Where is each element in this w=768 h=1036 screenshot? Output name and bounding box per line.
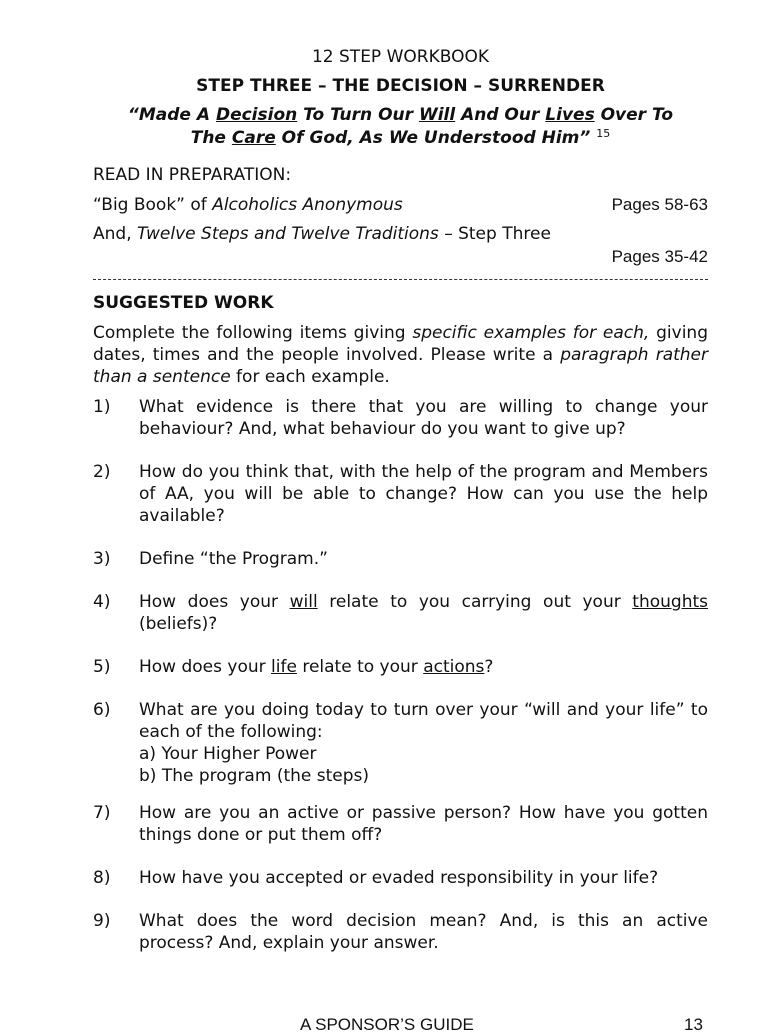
quote-underlined-word: Lives xyxy=(545,105,595,125)
question-item xyxy=(93,867,708,889)
question-text-part: relate to your xyxy=(296,657,424,677)
instructions-text: for each example. xyxy=(230,367,390,387)
question-item xyxy=(93,461,708,527)
quote-text: To Turn Our xyxy=(297,105,419,125)
page-number: 13 xyxy=(684,1015,703,1034)
workbook-title: 12 STEP WORKBOOK xyxy=(311,47,490,67)
reading-prefix: “Big Book” of xyxy=(93,195,213,215)
question-item xyxy=(93,548,708,570)
reading-suffix: – Step Three xyxy=(438,224,551,244)
quote-text: The xyxy=(190,128,232,148)
instructions-emphasis: paragraph rather than a sentence xyxy=(93,345,708,387)
quote-text: Of God, As We Understood Him” xyxy=(275,128,591,148)
workbook-page xyxy=(93,46,708,954)
question-text: What does the word decision mean? And, is this an active process? And, explain your answer. xyxy=(139,911,708,953)
footnote-reference: 15 xyxy=(596,127,611,140)
reading-label: READ IN PREPARATION: xyxy=(93,165,292,185)
question-text-part: How does your xyxy=(139,592,290,612)
suggested-work-heading: SUGGESTED WORK xyxy=(93,293,274,313)
question-underlined-word: actions xyxy=(423,657,485,677)
reading-prefix: And, xyxy=(93,224,138,244)
reading-item-big-book xyxy=(93,194,708,216)
quote-text: And Our xyxy=(455,105,546,125)
question-underlined-word: life xyxy=(271,657,297,677)
question-number: 5) xyxy=(93,657,111,677)
question-number: 6) xyxy=(93,700,111,720)
question-item xyxy=(93,699,708,787)
question-number: 9) xyxy=(93,911,111,931)
instructions-paragraph xyxy=(93,322,708,388)
reading-item-twelve-and-twelve xyxy=(93,223,708,245)
step-quote xyxy=(93,104,708,150)
instructions-text: giving dates, times and the people involved. Please write a xyxy=(93,323,708,365)
reading-title xyxy=(93,194,403,216)
instructions-emphasis: specific examples for each, xyxy=(412,323,650,343)
question-number: 4) xyxy=(93,592,111,612)
question-item xyxy=(93,656,708,678)
book-title: Twelve Steps and Twelve Traditions xyxy=(137,224,439,244)
quote-text: Over To xyxy=(594,105,674,125)
sub-item: a) Your Higher Power xyxy=(139,744,317,764)
quote-underlined-word: Will xyxy=(418,105,456,125)
question-text: How have you accepted or evaded responsibility in your life? xyxy=(139,868,659,888)
reading-pages: Pages 58-63 xyxy=(611,195,708,214)
reading-title xyxy=(93,223,551,245)
footer-guide-title: A SPONSOR’S GUIDE xyxy=(300,1015,474,1034)
reading-pages: Pages 35-42 xyxy=(611,247,708,266)
question-list xyxy=(93,396,708,954)
question-text-part: ? xyxy=(484,657,494,677)
instructions-text: Complete the following items giving xyxy=(93,323,413,343)
question-text: Define “the Program.” xyxy=(139,549,328,569)
step-title: STEP THREE – THE DECISION – SURRENDER xyxy=(196,76,605,96)
question-underlined-word: will xyxy=(289,592,318,612)
question-text-part: How does your xyxy=(139,657,272,677)
quote-underlined-word: Care xyxy=(231,128,276,148)
question-underlined-word: thoughts xyxy=(632,592,708,612)
page-footer xyxy=(300,1014,720,1036)
question-item xyxy=(93,910,708,954)
sub-item: b) The program (the steps) xyxy=(139,766,370,786)
question-text: How are you an active or passive person? How have you gotten things done or put them off? xyxy=(139,803,708,845)
question-text xyxy=(139,699,708,787)
question-item xyxy=(93,802,708,846)
question-item xyxy=(93,396,708,440)
quote-text: “Made A xyxy=(127,105,216,125)
question-number: 7) xyxy=(93,803,111,823)
question-number: 1) xyxy=(93,397,111,417)
question-text xyxy=(139,656,708,678)
question-number: 3) xyxy=(93,549,111,569)
quote-underlined-word: Decision xyxy=(215,105,298,125)
question-item xyxy=(93,591,708,635)
question-text: How do you think that, with the help of the program and Members of AA, you will be able to change? How can you use the help available? xyxy=(139,462,708,526)
question-text-part: (beliefs)? xyxy=(139,614,218,634)
question-text-part: relate to you carrying out your xyxy=(317,592,633,612)
book-title: Alcoholics Anonymous xyxy=(212,195,403,215)
question-text xyxy=(139,591,708,635)
question-number: 2) xyxy=(93,462,111,482)
question-text: What evidence is there that you are willing to change your behaviour? And, what behaviour do you want to give up? xyxy=(139,397,708,439)
dashed-divider xyxy=(93,279,708,280)
question-text-part: What are you doing today to turn over your “will and your life” to each of the following: xyxy=(139,700,708,742)
question-number: 8) xyxy=(93,868,111,888)
